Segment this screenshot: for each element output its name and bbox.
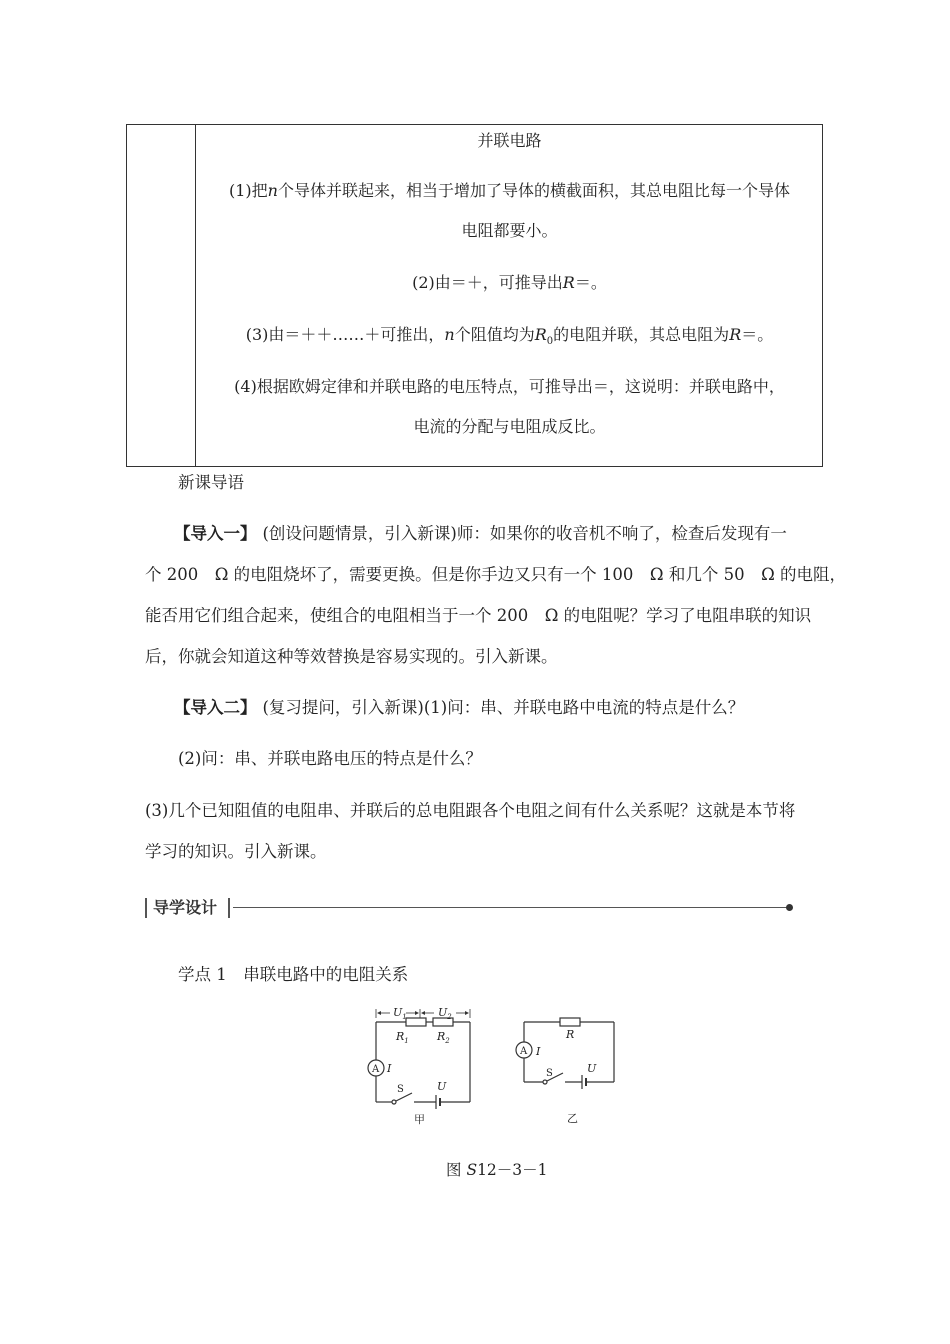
label-u1: $U_1$ xyxy=(393,1006,407,1021)
section-end-dot xyxy=(786,904,793,911)
label-r: R xyxy=(566,1028,575,1041)
section-rule xyxy=(233,907,788,908)
section-right-tick xyxy=(228,898,230,918)
point1-title: 学点 1 串联电路中的电阻关系 xyxy=(178,965,409,984)
resistor-r xyxy=(560,1018,580,1026)
lead2-line4: 学习的知识。引入新课。 xyxy=(145,842,327,861)
switch-right xyxy=(543,1080,547,1084)
lead1-line3: 能否用它们组合起来，使组合的电阻相当于一个 200 Ω 的电阻呢？学习了电阻串联的知识 xyxy=(145,606,812,625)
parallel-circuit-table xyxy=(126,124,823,467)
label-switch-left: S xyxy=(397,1084,404,1095)
label-r2: $R_2$ xyxy=(437,1030,450,1045)
table-item-2: (2)由＝＋，可推导出R＝。 xyxy=(412,273,607,292)
table-item-1-cont: 电阻都要小。 xyxy=(461,221,558,240)
table-left-column xyxy=(127,125,196,466)
table-item-4: (4)根据欧姆定律和并联电路的电压特点，可推导出＝，这说明：并联电路中， xyxy=(234,377,785,396)
lead2-line3: (3)几个已知阻值的电阻串、并联后的总电阻跟各个电阻之间有什么关系呢？这就是本节将 xyxy=(145,801,796,820)
label-jia: 甲 xyxy=(414,1113,425,1126)
label-u2: $U_2$ xyxy=(438,1006,452,1021)
circuit-right xyxy=(516,1018,614,1089)
lead1-line1: 【导入一】 (创设问题情景，引入新课)师：如果你的收音机不响了，检查后发现有一 xyxy=(174,524,787,543)
table-title: 并联电路 xyxy=(477,131,542,150)
lead2-line1: 【导入二】 (复习提问，引入新课)(1)问：串、并联电路中电流的特点是什么？ xyxy=(174,698,745,717)
label-switch-right: S xyxy=(546,1068,553,1079)
circuit-left xyxy=(368,1009,470,1109)
label-voltage-right: U xyxy=(587,1062,597,1075)
lead1-label: 【导入一】 xyxy=(174,524,257,543)
figure-caption: 图 S12－3－1 xyxy=(446,1161,548,1179)
lead2-line2: (2)问：串、并联电路电压的特点是什么？ xyxy=(178,749,482,768)
lead1-line4: 后，你就会知道这种等效替换是容易实现的。引入新课。 xyxy=(145,647,558,666)
lead2-label: 【导入二】 xyxy=(174,698,257,717)
label-ammeter-left: A xyxy=(372,1064,380,1075)
label-ammeter-right: A xyxy=(520,1046,528,1057)
section-title: 导学设计 xyxy=(153,898,218,917)
table-item-3: (3)由＝＋＋……＋可推出，n个阻值均为$R_0$的电阻并联，其总电阻为R＝。 xyxy=(245,325,774,348)
lead1-line2: 个 200 Ω 的电阻烧坏了，需要更换。但是你手边又只有一个 100 Ω 和几个 50 Ω 的电阻， xyxy=(145,565,846,584)
resistor-r1 xyxy=(406,1018,426,1026)
label-r1: $R_1$ xyxy=(396,1030,409,1045)
label-current-right: I xyxy=(536,1045,541,1058)
section-left-tick xyxy=(145,898,147,918)
intro-heading: 新课导语 xyxy=(178,473,244,492)
section-header xyxy=(145,896,795,920)
table-item-1: (1)把n个导体并联起来，相当于增加了导体的横截面积，其总电阻比每一个导体 xyxy=(229,181,790,200)
switch-left xyxy=(392,1100,396,1104)
label-voltage-left: U xyxy=(437,1080,447,1093)
circuit-figure xyxy=(350,1005,630,1130)
table-item-4-cont: 电流的分配与电阻成反比。 xyxy=(413,417,606,436)
label-yi: 乙 xyxy=(567,1112,578,1125)
label-current-left: I xyxy=(387,1062,392,1075)
